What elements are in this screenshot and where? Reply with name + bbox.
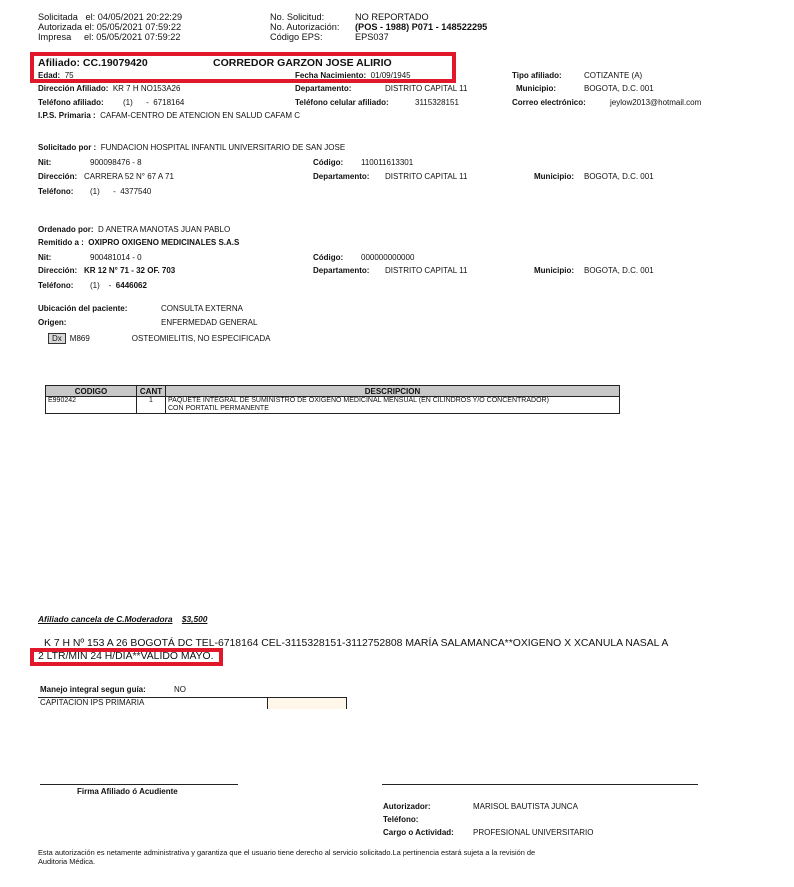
telefono-label: Teléfono: (38, 281, 74, 290)
fecha-nacimiento (295, 71, 411, 80)
table-row (46, 397, 620, 414)
tipo-afiliado (512, 71, 642, 80)
dx-desc: OSTEOMIELITIS, NO ESPECIFICADA (131, 334, 271, 343)
col-header-codigo: CODIGO (46, 386, 137, 397)
ubicacion-label: Ubicación del paciente: (38, 304, 128, 313)
manejo-value: NO (174, 685, 186, 694)
departamento-value: DISTRITO CAPITAL 11 (385, 172, 468, 181)
descripcion-line-2: CON PORTATIL PERMANENTE (168, 405, 269, 412)
direccion-value: CARRERA 52 N° 67 A 71 (84, 172, 174, 181)
cell-descripcion (166, 397, 620, 414)
manejo-label: Manejo integral segun guía: (40, 685, 146, 694)
ubicacion-paciente (38, 304, 243, 313)
municipio-value: BOGOTA, D.C. 001 (584, 84, 654, 93)
cuota-value: $3,500 (181, 614, 208, 624)
telefono-value: 6446062 (115, 281, 147, 290)
ordenado-label: Ordenado por: (38, 225, 94, 234)
direccion-afiliado (38, 84, 180, 93)
capitacion-field (268, 698, 346, 709)
remision-telefono (38, 281, 147, 290)
autorizada-value: 05/05/2021 07:59:22 (96, 22, 182, 32)
direccion-label: Dirección: (38, 266, 78, 275)
afiliado-name: CORREDOR GARZON JOSE ALIRIO (213, 57, 392, 69)
request-dates (38, 12, 182, 42)
dx-label: Dx (48, 333, 66, 344)
firma-afiliado-label: Firma Afiliado ó Acudiente (77, 787, 178, 796)
remision-departamento (313, 266, 467, 275)
cell-codigo: E990242 (46, 397, 137, 414)
dx-code: M869 (69, 334, 90, 343)
remision-codigo (313, 253, 414, 262)
cell-cant: 1 (137, 397, 166, 414)
col-header-cant: CANT (137, 386, 166, 397)
remision-municipio (534, 266, 654, 275)
tipo-label: Tipo afiliado: (512, 71, 562, 80)
municipio-afiliado (516, 84, 654, 93)
footer-line-1: Esta autorización es netamente administrativa y garantiza que el usuario tiene derecho al servicio solicitado.La pertinencia estará sujeta a la revisión de (38, 848, 536, 857)
municipio-value: BOGOTA, D.C. 001 (584, 172, 654, 181)
telefono-value: (1) - 6718164 (123, 98, 185, 107)
correo-label: Correo electrónico: (512, 98, 586, 107)
departamento-label: Departamento: (295, 84, 352, 93)
capitacion-text: CAPITACION IPS PRIMARIA (40, 698, 145, 707)
autorizada-label: Autorizada el: (38, 22, 95, 32)
autorizador-label: Autorizador: (383, 802, 431, 811)
codigo-eps-value: EPS037 (355, 32, 389, 42)
tipo-value: COTIZANTE (A) (584, 71, 643, 80)
cuota-text: Afiliado cancela de C.Moderadora (38, 614, 173, 624)
solicitante-codigo (313, 158, 413, 167)
edad-label: Edad: (38, 71, 61, 80)
solicitado-label: Solicitado por : (38, 143, 97, 152)
ips-value: CAFAM-CENTRO DE ATENCION EN SALUD CAFAM C (100, 111, 300, 120)
no-solicitud-value: NO REPORTADO (355, 12, 429, 22)
solicitante-direccion (38, 172, 174, 181)
observacion-line-2: 2 LTR/MIN 24 H/DIA**VALIDO MAYO. (38, 651, 214, 662)
codigo-eps-label: Código EPS: (270, 32, 323, 42)
celular-value: 3115328151 (415, 98, 459, 107)
cargo-label: Cargo o Actividad: (383, 828, 454, 837)
no-autorizacion-label: No. Autorización: (270, 22, 340, 32)
departamento-value: DISTRITO CAPITAL 11 (385, 84, 468, 93)
cargo (383, 828, 593, 837)
telefono-prefix: (1) - (90, 281, 112, 290)
observacion-line-1: K 7 H Nº 153 A 26 BOGOTÁ DC TEL-6718164 CEL-3115328151-3112752808 MARÍA SALAMANCA**OXIGENO X XCANULA NASAL A (44, 638, 669, 649)
nit-value: 900098476 - 8 (90, 158, 142, 167)
ips-label: I.P.S. Primaria : (38, 111, 96, 120)
solicitada-value: el: 04/05/2021 20:22:29 (85, 12, 183, 22)
solicitado-por (38, 143, 345, 152)
ubicacion-value: CONSULTA EXTERNA (161, 304, 243, 313)
remision-direccion (38, 266, 175, 275)
fecha-nac-value: 01/09/1945 (370, 71, 411, 80)
correo-afiliado (512, 98, 701, 107)
remitido-a (38, 238, 239, 247)
autorizador-value: MARISOL BAUTISTA JUNCA (473, 802, 578, 811)
no-solicitud-label: No. Solicitud: (270, 12, 325, 22)
autorizador (383, 802, 578, 811)
descripcion-line-1: PAQUETE INTEGRAL DE SUMINISTRO DE OXIGENO MEDICINAL MENSUAL (EN CILINDROS Y/O CONCENTRADOR) (168, 397, 549, 404)
solicitante-departamento (313, 172, 467, 181)
direccion-value: KR 12 N° 71 - 32 OF. 703 (84, 266, 176, 275)
afiliado-id: Afiliado: CC.19079420 (38, 57, 148, 69)
telefono-label: Teléfono: (38, 187, 74, 196)
telefono-label: Teléfono afiliado: (38, 98, 104, 107)
municipio-label: Municipio: (534, 172, 574, 181)
remitido-value: OXIPRO OXIGENO MEDICINALES S.A.S (88, 238, 240, 247)
ips-primaria (38, 111, 300, 120)
capitacion-end (346, 697, 347, 709)
footer-disclaimer (38, 849, 535, 866)
col-header-descripcion: DESCRIPCION (166, 386, 620, 397)
nit-label: Nit: (38, 158, 52, 167)
solicitante-municipio (534, 172, 654, 181)
nit-value: 900481014 - 0 (90, 253, 142, 262)
solicitante-telefono (38, 187, 151, 196)
fecha-nac-label: Fecha Nacimiento: (295, 71, 367, 80)
solicitado-value: FUNDACION HOSPITAL INFANTIL UNIVERSITARIO DE SAN JOSE (100, 143, 346, 152)
direccion-label: Dirección: (38, 172, 78, 181)
footer-line-2: Auditoria Médica. (38, 856, 96, 866)
edad (38, 71, 74, 80)
edad-value: 75 (64, 71, 74, 80)
impresa-label: Impresa (38, 32, 72, 42)
remision-nit (38, 253, 142, 262)
remitido-label: Remitido a : (38, 238, 84, 247)
municipio-label: Municipio: (534, 266, 574, 275)
no-autorizacion-value: (POS - 1988) P071 - 148522295 (355, 22, 488, 32)
codigo-label: Código: (313, 253, 344, 262)
municipio-value: BOGOTA, D.C. 001 (584, 266, 654, 275)
codigo-value: 110011613301 (361, 158, 414, 167)
municipio-label: Municipio: (516, 84, 556, 93)
telefono-afiliado (38, 98, 184, 107)
departamento-afiliado (295, 84, 467, 93)
ordenado-value: D ANETRA MANOTAS JUAN PABLO (98, 225, 231, 234)
request-ids (270, 12, 487, 42)
codigo-label: Código: (313, 158, 344, 167)
ordenado-por (38, 225, 230, 234)
correo-value: jeylow2013@hotmail.com (610, 98, 702, 107)
celular-afiliado (295, 98, 459, 107)
departamento-label: Departamento: (313, 266, 370, 275)
codigo-value: 000000000000 (361, 253, 415, 262)
solicitante-nit (38, 158, 142, 167)
manejo-integral (40, 685, 186, 694)
origen-label: Origen: (38, 318, 67, 327)
autorizador-telefono-label: Teléfono: (383, 815, 419, 824)
firma-afiliado-line (40, 784, 238, 785)
firma-autorizador-line (382, 784, 698, 785)
impresa-value: el: 05/05/2021 07:59:22 (83, 32, 181, 42)
procedures-table (45, 385, 620, 414)
diagnostico (48, 333, 270, 344)
direccion-label: Dirección Afiliado: (38, 84, 109, 93)
celular-label: Teléfono celular afiliado: (295, 98, 389, 107)
nit-label: Nit: (38, 253, 52, 262)
departamento-label: Departamento: (313, 172, 370, 181)
solicitada-label: Solicitada (38, 12, 78, 22)
origen (38, 318, 257, 327)
cuota-moderadora (38, 614, 207, 624)
origen-value: ENFERMEDAD GENERAL (161, 318, 258, 327)
telefono-value: (1) - 4377540 (90, 187, 152, 196)
cargo-value: PROFESIONAL UNIVERSITARIO (473, 828, 594, 837)
direccion-value: KR 7 H NO153A26 (112, 84, 181, 93)
departamento-value: DISTRITO CAPITAL 11 (385, 266, 468, 275)
